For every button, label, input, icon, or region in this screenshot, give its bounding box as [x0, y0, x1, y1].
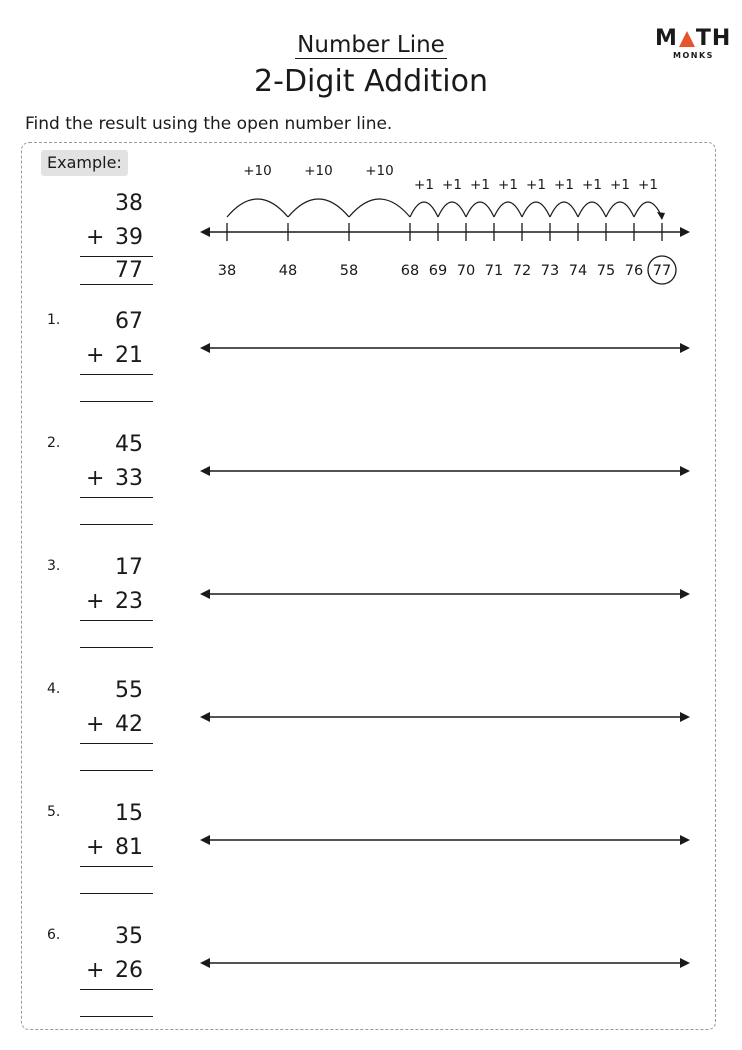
problem-operator: + [86, 343, 105, 368]
left-arrow-icon [200, 589, 210, 599]
jump-label: +1 [526, 177, 546, 193]
worksheet-subtitle: Number Line [297, 32, 445, 58]
answer-blank[interactable] [80, 770, 153, 771]
problem-addend-2: 33 [115, 466, 143, 491]
right-arrow-icon [680, 343, 690, 353]
problem-number: 3. [47, 558, 61, 574]
problem-addend-2: 42 [115, 712, 143, 737]
problem-addend-1: 35 [115, 924, 143, 949]
jump-arc [578, 202, 606, 217]
jump-arc [227, 199, 288, 217]
jump-label: +1 [442, 177, 462, 193]
problem-number: 4. [47, 681, 61, 697]
jump-arc [466, 202, 494, 217]
worksheet-title: 2-Digit Addition [254, 64, 488, 99]
answer-blank[interactable] [80, 524, 153, 525]
jump-label: +10 [365, 163, 394, 179]
right-arrow-icon [680, 712, 690, 722]
example-addend-2: 39 [115, 225, 143, 250]
jump-label: +1 [470, 177, 490, 193]
problem-addend-2: 81 [115, 835, 143, 860]
open-number-line[interactable] [190, 830, 700, 850]
problem-addend-1: 55 [115, 678, 143, 703]
open-number-line[interactable] [190, 707, 700, 727]
tick-label: 75 [596, 263, 616, 279]
jump-arc [494, 202, 522, 217]
jump-arc [349, 199, 410, 217]
problem-number: 5. [47, 804, 61, 820]
tick-label: 73 [540, 263, 560, 279]
example-addend-1: 38 [115, 191, 143, 216]
problem-operator: + [86, 712, 105, 737]
tick-label: 74 [568, 263, 588, 279]
jump-label: +1 [498, 177, 518, 193]
right-arrow-icon [680, 466, 690, 476]
logo-triangle-icon [679, 31, 695, 47]
answer-blank[interactable] [80, 893, 153, 894]
sum-rule [80, 989, 153, 990]
sum-rule [80, 374, 153, 375]
jump-arc [550, 202, 578, 217]
left-arrow-icon [200, 343, 210, 353]
tick-label: 48 [278, 263, 298, 279]
jump-arc [634, 202, 662, 217]
right-arrow-icon [680, 227, 690, 237]
left-arrow-icon [200, 227, 210, 237]
problem-operator: + [86, 466, 105, 491]
problem-addend-1: 67 [115, 309, 143, 334]
jump-arc [522, 202, 550, 217]
jump-label: +1 [638, 177, 658, 193]
example-operator: + [86, 225, 105, 250]
open-number-line[interactable] [190, 461, 700, 481]
problem-addend-2: 23 [115, 589, 143, 614]
tick-label: 38 [217, 263, 237, 279]
open-number-line[interactable] [190, 338, 700, 358]
problem-addend-1: 15 [115, 801, 143, 826]
jump-label: +10 [243, 163, 272, 179]
right-arrow-icon [680, 835, 690, 845]
open-number-line[interactable] [190, 584, 700, 604]
problem-operator: + [86, 589, 105, 614]
tick-label: 72 [512, 263, 532, 279]
problem-number: 2. [47, 435, 61, 451]
left-arrow-icon [200, 958, 210, 968]
answer-label: 77 [652, 263, 672, 279]
example-answer-rule [80, 284, 153, 285]
jump-arc [410, 202, 438, 217]
tick-label: 70 [456, 263, 476, 279]
example-number-line [190, 160, 700, 290]
open-number-line[interactable] [190, 953, 700, 973]
problem-number: 6. [47, 927, 61, 943]
arc-arrowhead-icon [657, 212, 665, 220]
problem-addend-2: 21 [115, 343, 143, 368]
logo-subtext: MONKS [673, 51, 714, 60]
sum-rule [80, 743, 153, 744]
tick-label: 68 [400, 263, 420, 279]
sum-rule [80, 620, 153, 621]
problem-addend-2: 26 [115, 958, 143, 983]
math-monks-logo [655, 26, 732, 62]
tick-label: 69 [428, 263, 448, 279]
answer-blank[interactable] [80, 647, 153, 648]
right-arrow-icon [680, 589, 690, 599]
jump-arc [606, 202, 634, 217]
tick-label: 76 [624, 263, 644, 279]
left-arrow-icon [200, 835, 210, 845]
sum-rule [80, 497, 153, 498]
example-sum: 77 [115, 258, 143, 283]
right-arrow-icon [680, 958, 690, 968]
logo-wordmark: M TH [655, 26, 732, 51]
sum-rule [80, 866, 153, 867]
instructions: Find the result using the open number line. [25, 114, 393, 134]
left-arrow-icon [200, 466, 210, 476]
tick-label: 71 [484, 263, 504, 279]
problem-number: 1. [47, 312, 61, 328]
jump-label: +10 [304, 163, 333, 179]
left-arrow-icon [200, 712, 210, 722]
answer-blank[interactable] [80, 401, 153, 402]
problem-addend-1: 45 [115, 432, 143, 457]
problem-addend-1: 17 [115, 555, 143, 580]
jump-arc [438, 202, 466, 217]
jump-label: +1 [582, 177, 602, 193]
tick-label: 58 [339, 263, 359, 279]
jump-label: +1 [414, 177, 434, 193]
problem-operator: + [86, 835, 105, 860]
jump-arc [288, 199, 349, 217]
answer-blank[interactable] [80, 1016, 153, 1017]
example-label: Example: [41, 150, 128, 176]
jump-label: +1 [554, 177, 574, 193]
jump-label: +1 [610, 177, 630, 193]
problem-operator: + [86, 958, 105, 983]
